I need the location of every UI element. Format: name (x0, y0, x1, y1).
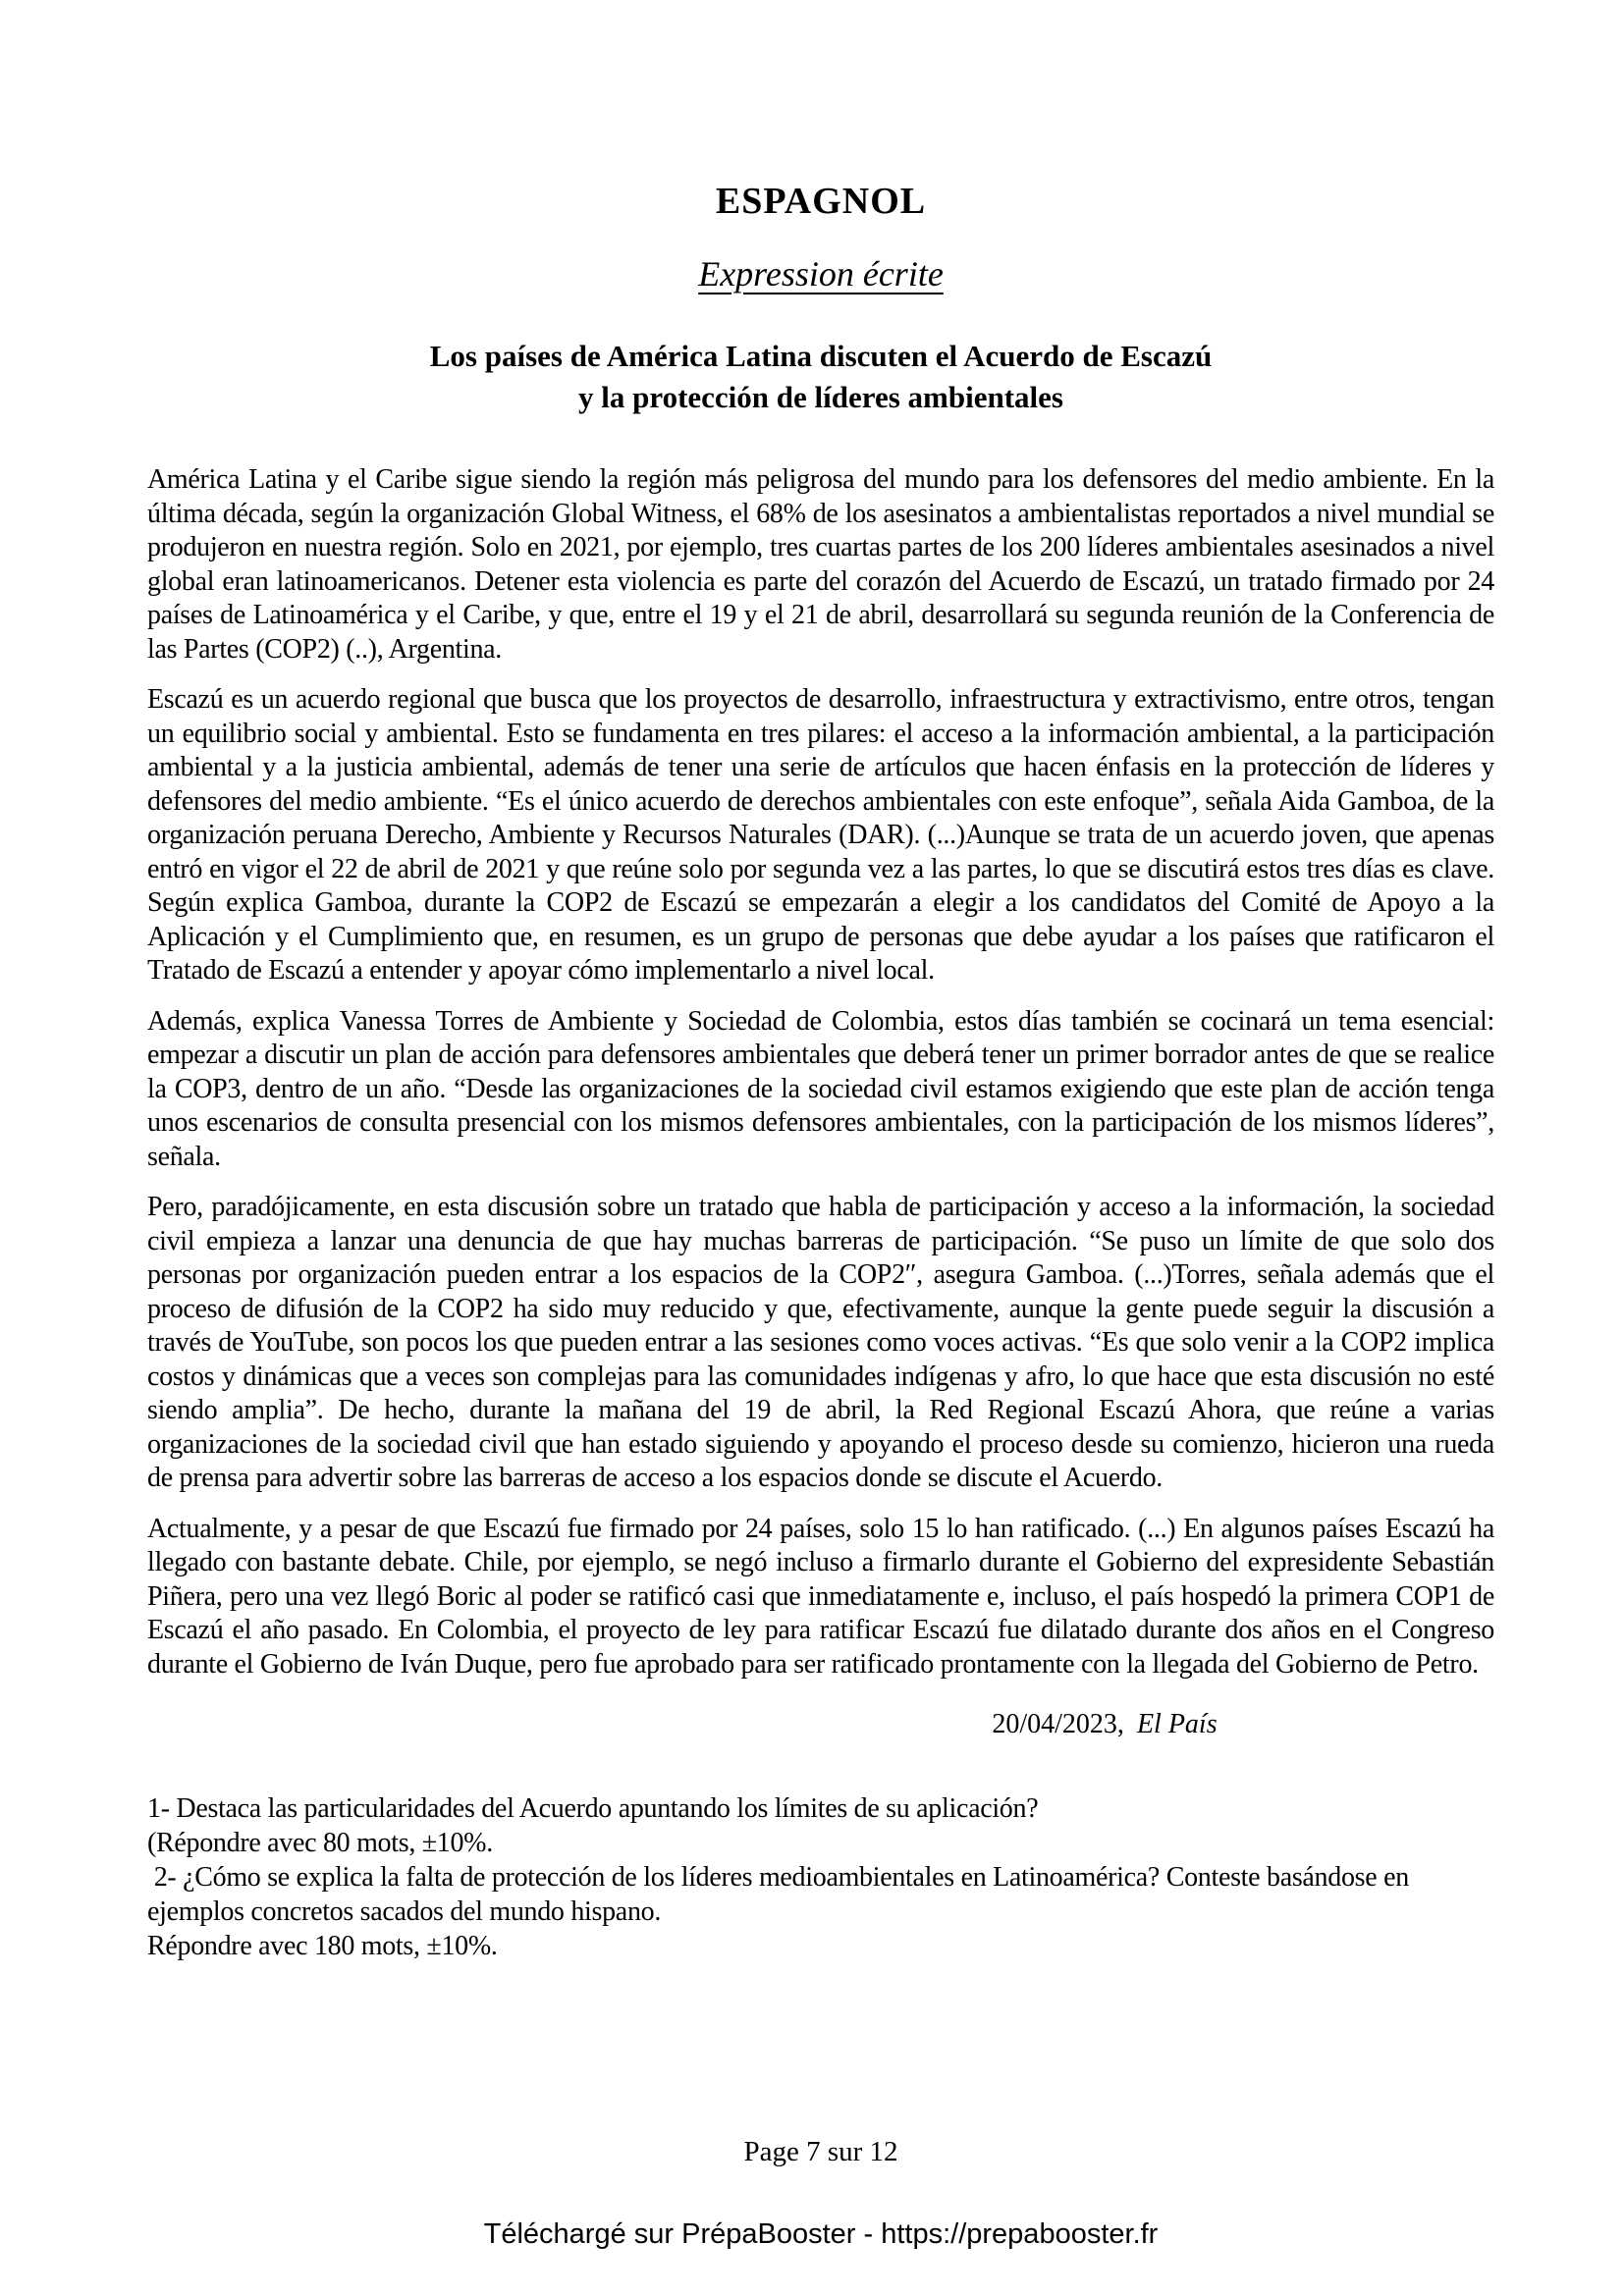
question-2: 2- ¿Cómo se explica la falta de protección de los líderes medioambientales en Latinoamérica? Conteste basándose en ejemplos concretos sacados del mundo hispano. (147, 1862, 1416, 1927)
question-2-instruction: Répondre avec 180 mots, ±10%. (147, 1931, 498, 1961)
questions-block (147, 1791, 1494, 1963)
article-paragraph: Pero, paradójicamente, en esta discusión sobre un tratado que habla de participación y acceso a la información, la sociedad civil empieza a lanzar una denuncia de que hay muchas barreras de participación. “Se puso un límite de que solo dos personas por organización pueden entrar a los espacios de la COP2″, asegura Gamboa. (...)Torres, señala además que el proceso de difusión de la COP2 ha sido muy reducido y que, efectivamente, aunque la gente puede seguir la discusión a través de YouTube, son pocos los que pueden entrar a las sesiones como voces activas. “Es que solo venir a la COP2 implica costos y dinámicas que a veces son complejas para las comunidades indígenas y afro, lo que hace que esta discusión no esté siendo amplia”. De hecho, durante la mañana del 19 de abril, la Red Regional Escazú Ahora, que reúne a varias organizaciones de la sociedad civil que han estado siguiendo y apoyando el proceso desde su comienzo, hicieron una rueda de prensa para advertir sobre las barreras de acceso a los espacios donde se discute el Acuerdo. (147, 1192, 1494, 1493)
exam-subject-title: ESPAGNOL (715, 181, 927, 222)
article-title (147, 336, 1494, 418)
dateline-source: El País (1136, 1709, 1218, 1739)
article-paragraph: Escazú es un acuerdo regional que busca que los proyectos de desarrollo, infraestructura y extractivismo, entre otros, tengan un equilibrio social y ambiental. Esto se fundamenta en tres pilares: el acceso a la información ambiental, a la participación ambiental y a la justicia ambiental, además de tener una serie de artículos que hacen énfasis en la protección de líderes y defensores del medio ambiente. “Es el único acuerdo de derechos ambientales con este enfoque”, señala Aida Gamboa, de la organización peruana Derecho, Ambiente y Recursos Naturales (DAR). (...)Aunque se trata de un acuerdo joven, que apenas entró en vigor el 22 de abril de 2021 y que reúne solo por segunda vez a las partes, lo que se discutirá estos tres días es clave. Según explica Gamboa, durante la COP2 de Escazú se empezarán a elegir a los candidatos del Comité de Apoyo a la Aplicación y el Cumplimiento que, en resumen, es un grupo de personas que debe ayudar a los países que ratificaron el Tratado de Escazú a entender y apoyar cómo implementarlo a nivel local. (147, 684, 1494, 986)
article-title-line-2: y la protección de líderes ambientales (578, 380, 1063, 414)
exam-section-title (147, 251, 1494, 296)
question-1: 1- Destaca las particularidades del Acuerdo apuntando los límites de su aplicación? (147, 1793, 1039, 1824)
article-paragraph: Además, explica Vanessa Torres de Ambiente y Sociedad de Colombia, estos días también se cocinará un tema esencial: empezar a discutir un plan de acción para defensores ambientales que deberá tener un primer borrador antes de que se realice la COP3, dentro de un año. “Desde las organizaciones de la sociedad civil estamos exigiendo que este plan de acción tenga unos escenarios de consulta presencial con los mismos defensores ambientales, con la participación de los mismos líderes”, señala. (147, 1005, 1494, 1172)
download-note: Téléchargé sur PrépaBooster - https://prepabooster.fr (483, 2218, 1159, 2250)
page-number: Page 7 sur 12 (743, 2136, 898, 2167)
question-1-instruction: (Répondre avec 80 mots, ±10%. (147, 1828, 493, 1858)
article-title-line-1: Los países de América Latina discuten el Acuerdo de Escazú (429, 339, 1213, 373)
article-paragraph: Actualmente, y a pesar de que Escazú fue firmado por 24 países, solo 15 lo han ratificado. (...) En algunos países Escazú ha llegado con bastante debate. Chile, por ejemplo, se negó incluso a firmarlo durante el Gobierno del expresidente Sebastián Piñera, pero una vez llegó Boric al poder se ratificó casi que inmediatamente e, incluso, el país hospedó la primera COP1 de Escazú el año pasado. En Colombia, el proyecto de ley para ratificar Escazú fue dilatado durante dos años en el Congreso durante el Gobierno de Iván Duque, pero fue aprobado para ser ratificado prontamente con la llegada del Gobierno de Petro. (147, 1513, 1494, 1680)
article-dateline (431, 1709, 1624, 1740)
exam-section-title-text: Expression écrite (698, 254, 944, 294)
dateline-date: 20/04/2023, (992, 1709, 1124, 1739)
article-paragraph: América Latina y el Caribe sigue siendo la región más peligrosa del mundo para los defensores del medio ambiente. En la última década, según la organización Global Witness, el 68% de los asesinatos a ambientalistas reportados a nivel mundial se produjeron en nuestra región. Solo en 2021, por ejemplo, tres cuartas partes de los 200 líderes ambientales asesinados a nivel global eran latinoamericanos. Detener esta violencia es parte del corazón del Acuerdo de Escazú, un tratado firmado por 24 países de Latinoamérica y el Caribe, y que, entre el 19 y el 21 de abril, desarrollará su segunda reunión de la Conferencia de las Partes (COP2) (..), Argentina. (147, 464, 1494, 665)
page-content (147, 0, 1494, 1963)
